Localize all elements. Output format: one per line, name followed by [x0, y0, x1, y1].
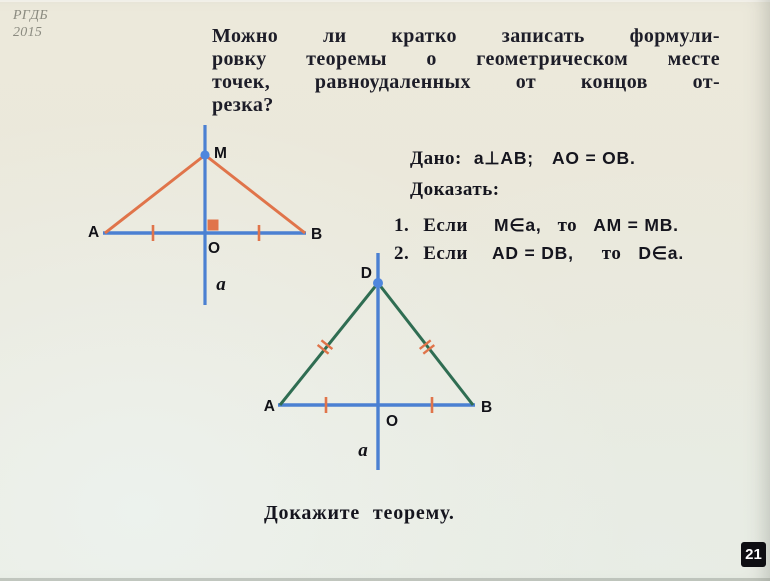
item2-then: то	[601, 243, 622, 264]
label-M: M	[214, 145, 227, 162]
label-D: D	[360, 265, 372, 282]
segment-AD	[280, 283, 378, 405]
item1-then: то	[557, 215, 578, 236]
point-D-dot	[373, 278, 383, 288]
segment-AM	[105, 155, 205, 233]
item2-if: Если	[423, 243, 468, 264]
watermark-line1: РГДБ	[13, 8, 48, 23]
prove-row	[410, 179, 500, 201]
item2-number: 2.	[394, 243, 410, 264]
title-line-1: Можно ли кратко записать формули-	[212, 25, 720, 47]
prove-item-1	[394, 215, 679, 237]
right-angle-marker	[208, 220, 219, 231]
footer-instruction: Докажите теорему.	[264, 502, 455, 524]
label-O: O	[385, 413, 399, 430]
given-math-ao: AO = OB.	[551, 148, 636, 168]
label-B: B	[481, 399, 493, 416]
page-number-badge: 21	[741, 542, 766, 567]
item1-conclusion: AM = MB.	[593, 215, 679, 235]
item2-condition: AD = DB,	[491, 243, 574, 263]
watermark-line2: 2015	[13, 25, 43, 40]
label-A: A	[88, 224, 100, 241]
item1-number: 1.	[394, 215, 410, 236]
label-line-a: a	[216, 274, 226, 295]
title-line-2: ровку теоремы о геометрическом месте	[212, 48, 720, 70]
title-question	[212, 25, 720, 117]
watermark	[13, 7, 48, 41]
label-line-a: a	[358, 440, 368, 461]
item1-condition: M∈a,	[493, 215, 542, 235]
point-M-dot	[200, 150, 209, 159]
label-A: A	[263, 398, 275, 415]
prove-label: Доказать:	[410, 179, 500, 200]
label-O: O	[207, 240, 221, 257]
given-row	[410, 148, 636, 170]
given-math-perp: a⊥AB;	[473, 148, 534, 168]
title-line-4: резка?	[212, 94, 274, 116]
item2-conclusion: D∈a.	[638, 243, 685, 263]
diagram-equidistant-point-D	[248, 248, 514, 478]
segment-MB	[205, 155, 305, 233]
title-line-3: точек, равноудаленных от концов от-	[212, 71, 720, 93]
given-label: Дано:	[410, 148, 462, 169]
label-B: B	[311, 226, 323, 243]
item1-if: Если	[423, 215, 468, 236]
